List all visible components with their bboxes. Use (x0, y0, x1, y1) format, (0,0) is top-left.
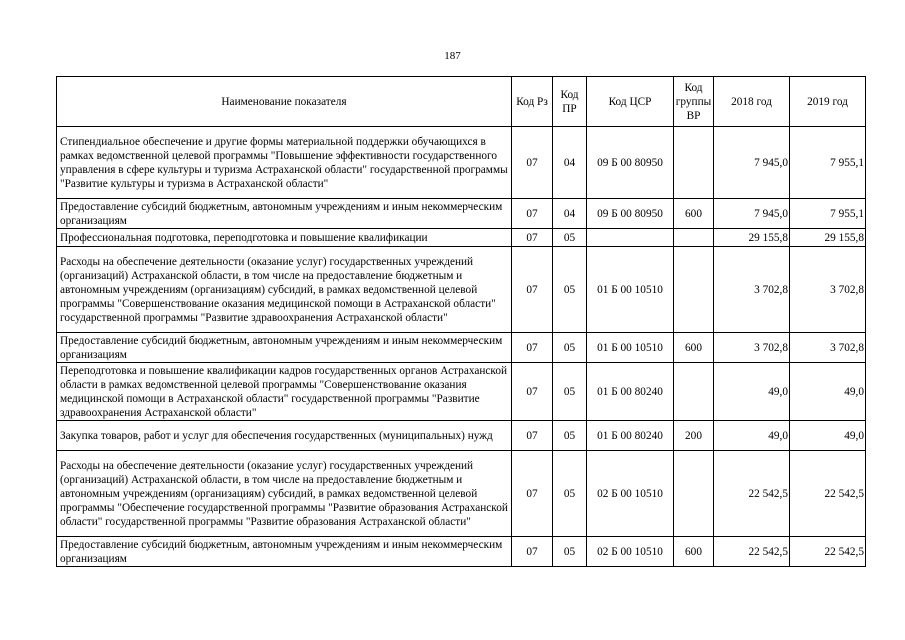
cell-name: Закупка товаров, работ и услуг для обеспечения государственных (муниципальных) нужд (57, 421, 512, 451)
cell-y2018: 49,0 (714, 421, 790, 451)
cell-pr: 05 (553, 333, 587, 363)
cell-csr: 01 Б 00 10510 (587, 333, 674, 363)
table-row (57, 333, 866, 363)
budget-table (56, 76, 866, 567)
table-row (57, 421, 866, 451)
table-row (57, 229, 866, 247)
cell-csr: 09 Б 00 80950 (587, 199, 674, 229)
cell-name: Предоставление субсидий бюджетным, автономным учреждениям и иным некоммерческим организациям (57, 199, 512, 229)
cell-name: Предоставление субсидий бюджетным, автономным учреждениям и иным некоммерческим организациям (57, 333, 512, 363)
cell-y2018: 22 542,5 (714, 537, 790, 567)
cell-pr: 04 (553, 199, 587, 229)
cell-rz: 07 (512, 247, 553, 333)
page-number: 187 (444, 50, 461, 62)
cell-vr (674, 229, 714, 247)
cell-pr: 05 (553, 247, 587, 333)
cell-y2019: 22 542,5 (790, 451, 866, 537)
cell-vr: 200 (674, 421, 714, 451)
cell-name: Переподготовка и повышение квалификации кадров государственных органов Астраханской области в рамках ведомственной целевой программы "Совершенствование оказания медицинской помощи в Астраханской области" государственной программы "Развитие здравоохранения Астраханской области" (57, 363, 512, 421)
cell-csr: 02 Б 00 10510 (587, 537, 674, 567)
table-row (57, 127, 866, 199)
cell-rz: 07 (512, 127, 553, 199)
cell-csr: 01 Б 00 10510 (587, 247, 674, 333)
cell-csr: 01 Б 00 80240 (587, 363, 674, 421)
cell-y2018: 3 702,8 (714, 247, 790, 333)
cell-pr: 04 (553, 127, 587, 199)
header-pr: Код ПР (553, 77, 587, 127)
cell-csr: 01 Б 00 80240 (587, 421, 674, 451)
cell-y2019: 29 155,8 (790, 229, 866, 247)
cell-y2018: 22 542,5 (714, 451, 790, 537)
table-row (57, 199, 866, 229)
cell-y2018: 7 945,0 (714, 127, 790, 199)
cell-pr: 05 (553, 451, 587, 537)
cell-pr: 05 (553, 421, 587, 451)
cell-y2019: 3 702,8 (790, 247, 866, 333)
cell-vr (674, 451, 714, 537)
cell-rz: 07 (512, 363, 553, 421)
cell-pr: 05 (553, 537, 587, 567)
cell-vr: 600 (674, 199, 714, 229)
cell-name: Стипендиальное обеспечение и другие формы материальной поддержки обучающихся в рамках ведомственной целевой программы "Повышение эффективности государственного управления в сфере культуры и туризма Астраханской области" государственной программы "Развитие культуры и туризма в Астраханской области" (57, 127, 512, 199)
header-csr: Код ЦСР (587, 77, 674, 127)
header-rz: Код Рз (512, 77, 553, 127)
header-row (57, 77, 866, 127)
cell-pr: 05 (553, 363, 587, 421)
cell-vr: 600 (674, 333, 714, 363)
cell-rz: 07 (512, 421, 553, 451)
header-2019: 2019 год (790, 77, 866, 127)
table-row (57, 537, 866, 567)
cell-y2018: 29 155,8 (714, 229, 790, 247)
cell-rz: 07 (512, 199, 553, 229)
table-row (57, 363, 866, 421)
header-2018: 2018 год (714, 77, 790, 127)
cell-csr: 02 Б 00 10510 (587, 451, 674, 537)
cell-name: Предоставление субсидий бюджетным, автономным учреждениям и иным некоммерческим организациям (57, 537, 512, 567)
cell-name: Расходы на обеспечение деятельности (оказание услуг) государственных учреждений (организаций) Астраханской области, в том числе на предоставление бюджетным и автономным учреждениям (организациям) субсидий, в рамках ведомственной целевой программы "Обеспечение государственной программы "Развитие образования Астраханской области" государственной программы "Развитие образования Астраханской области" (57, 451, 512, 537)
cell-vr (674, 127, 714, 199)
table-row (57, 247, 866, 333)
table-row (57, 451, 866, 537)
cell-rz: 07 (512, 537, 553, 567)
cell-csr: 09 Б 00 80950 (587, 127, 674, 199)
cell-y2018: 3 702,8 (714, 333, 790, 363)
cell-rz: 07 (512, 229, 553, 247)
cell-rz: 07 (512, 333, 553, 363)
cell-y2019: 7 955,1 (790, 127, 866, 199)
cell-pr: 05 (553, 229, 587, 247)
cell-y2019: 49,0 (790, 363, 866, 421)
cell-csr (587, 229, 674, 247)
cell-rz: 07 (512, 451, 553, 537)
cell-y2019: 22 542,5 (790, 537, 866, 567)
header-vr: Код группы ВР (674, 77, 714, 127)
cell-vr (674, 247, 714, 333)
cell-y2019: 7 955,1 (790, 199, 866, 229)
header-name: Наименование показателя (57, 77, 512, 127)
cell-name: Расходы на обеспечение деятельности (оказание услуг) государственных учреждений (организаций) Астраханской области, в том числе на предоставление бюджетным и автономным учреждениям (организациям) субсидий, в рамках ведомственной целевой программы "Совершенствование оказания медицинской помощи в Астраханской области" государственной программы "Развитие здравоохранения Астраханской области" (57, 247, 512, 333)
cell-y2018: 49,0 (714, 363, 790, 421)
cell-vr (674, 363, 714, 421)
cell-y2018: 7 945,0 (714, 199, 790, 229)
cell-y2019: 3 702,8 (790, 333, 866, 363)
cell-y2019: 49,0 (790, 421, 866, 451)
cell-vr: 600 (674, 537, 714, 567)
cell-name: Профессиональная подготовка, переподготовка и повышение квалификации (57, 229, 512, 247)
